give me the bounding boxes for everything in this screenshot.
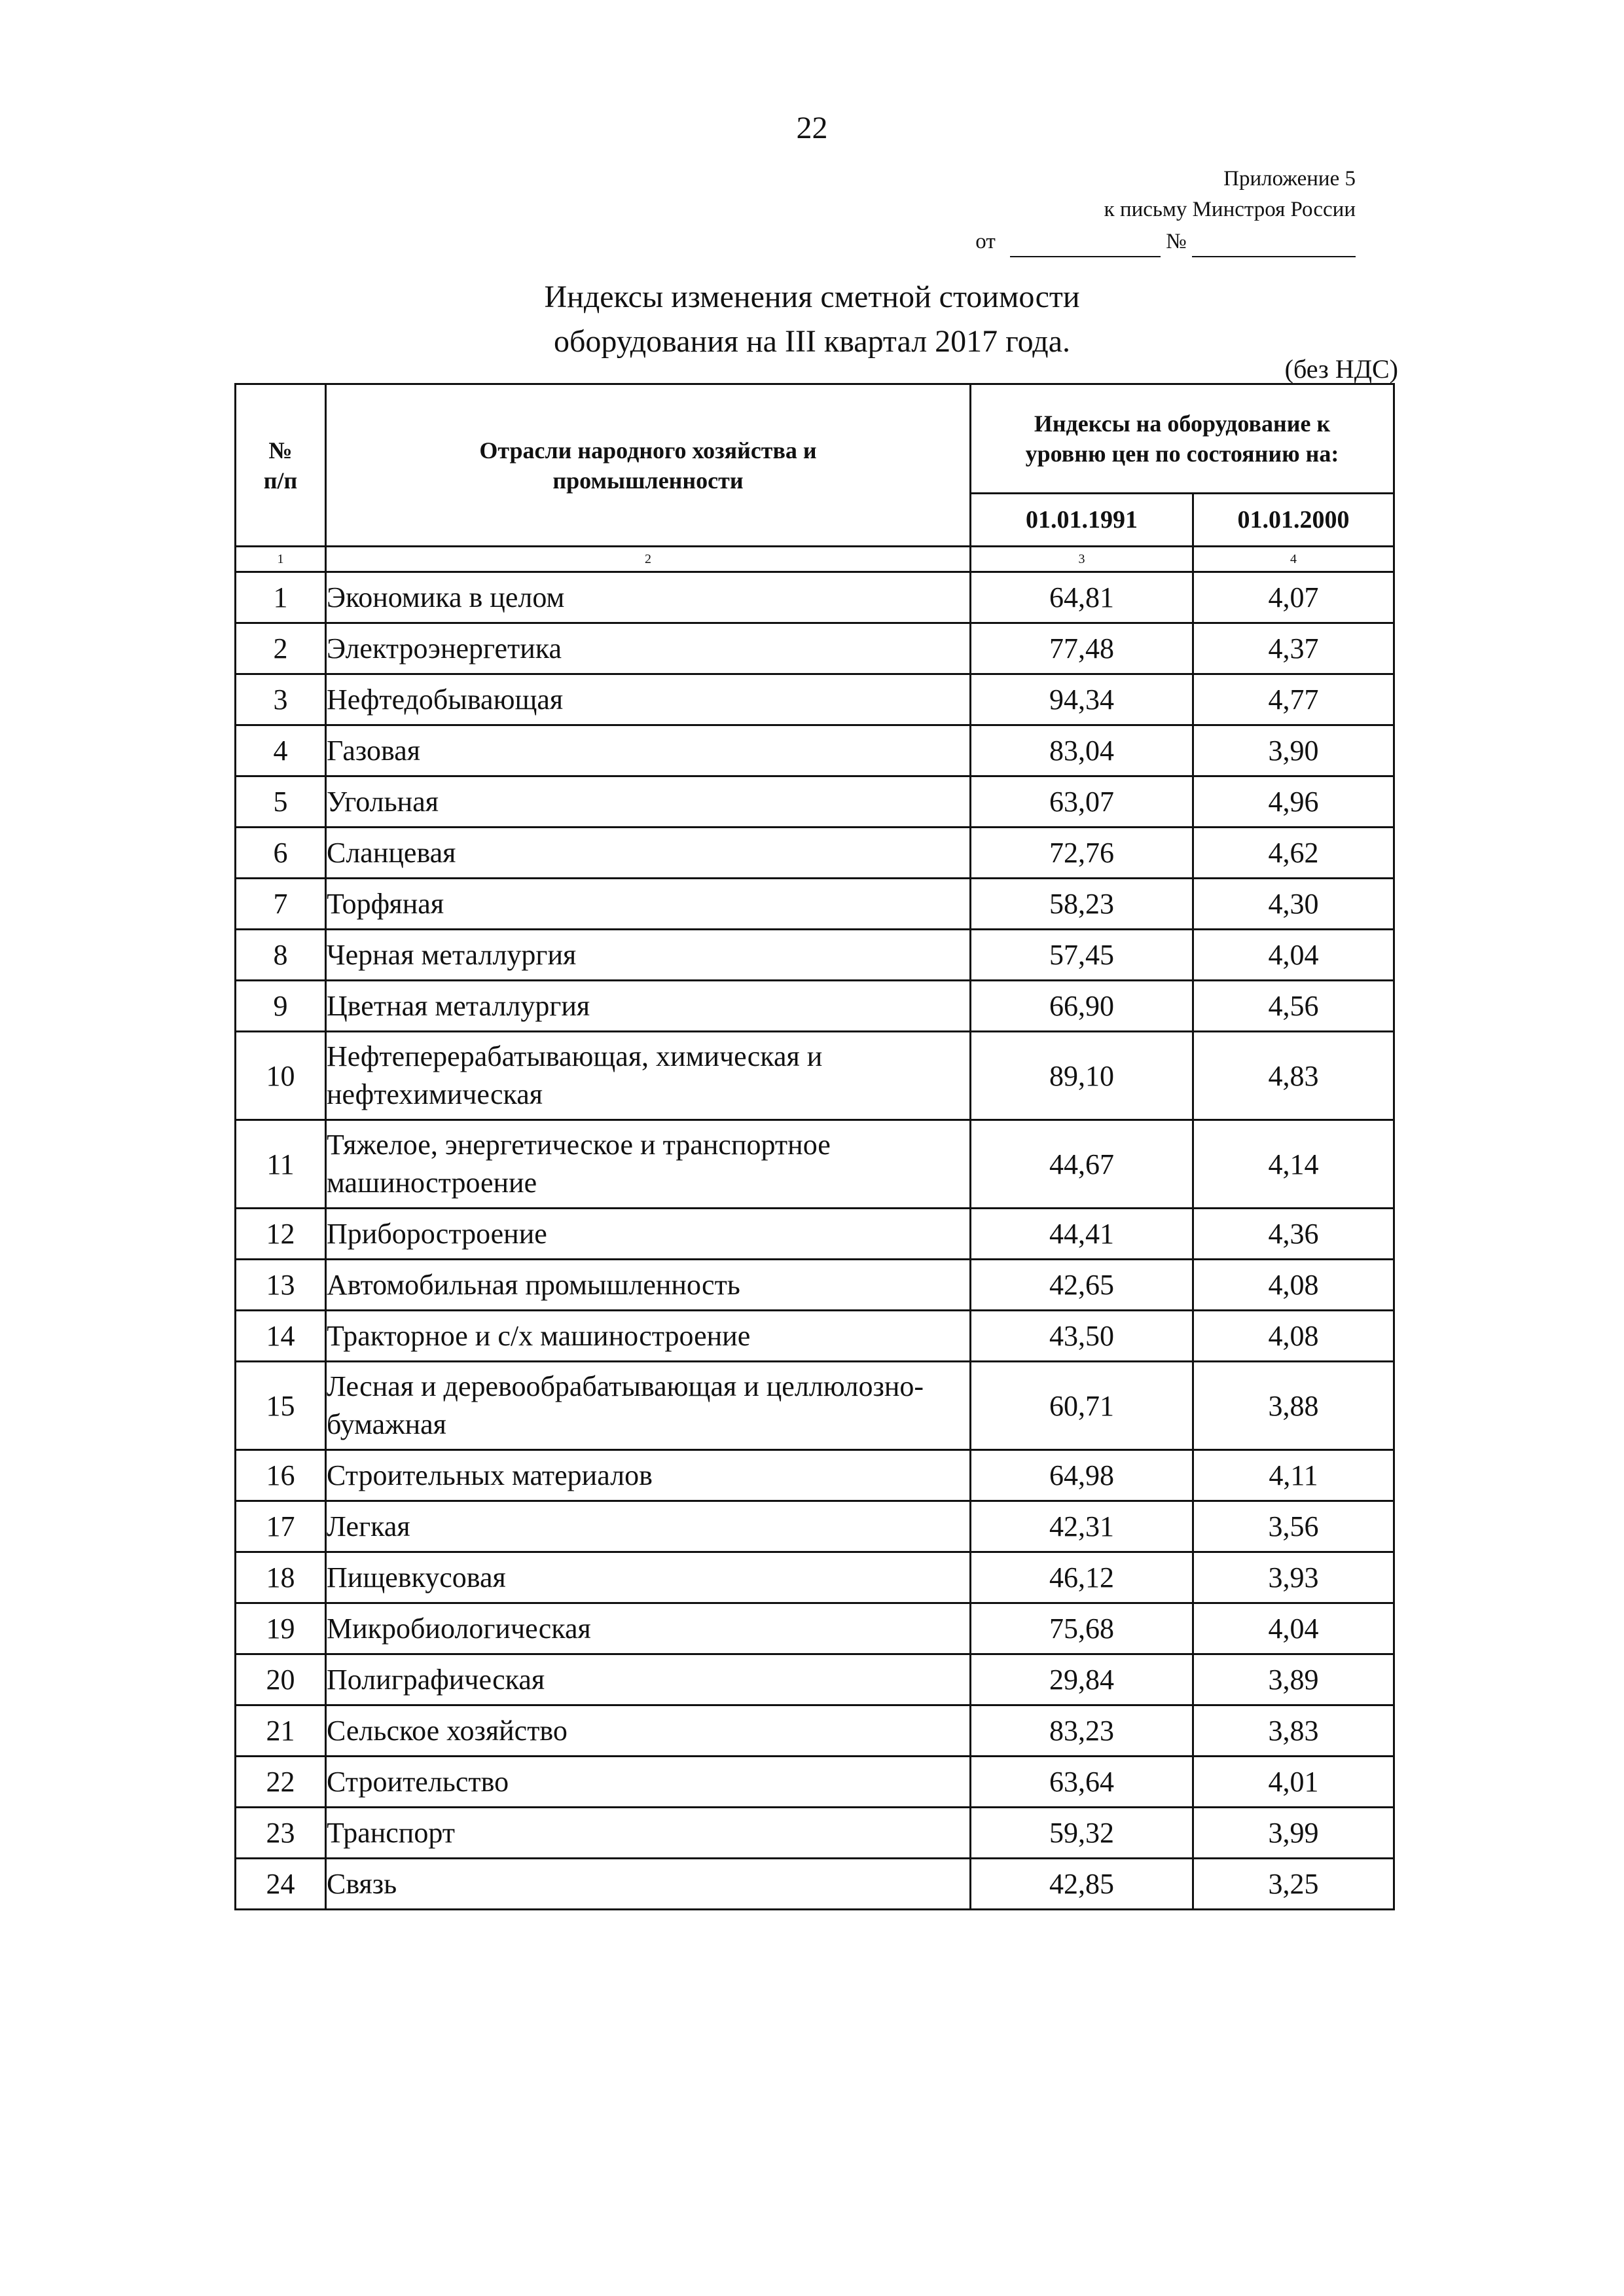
table-row (236, 1032, 1394, 1120)
table-row (236, 1120, 1394, 1209)
table-row (236, 725, 1394, 776)
row-number: 3 (236, 674, 326, 725)
table-row (236, 1209, 1394, 1260)
index-2000: 4,07 (1193, 572, 1394, 623)
row-number: 24 (236, 1859, 326, 1910)
industry-name: Черная металлургия (326, 930, 971, 981)
table-row (236, 1450, 1394, 1501)
table-row (236, 776, 1394, 828)
table-row (236, 1362, 1394, 1450)
index-1991: 63,07 (971, 776, 1193, 828)
title-line-1: Индексы изменения сметной стоимости (544, 280, 1080, 314)
index-2000: 3,88 (1193, 1362, 1394, 1450)
row-number: 18 (236, 1552, 326, 1603)
index-2000: 4,04 (1193, 1603, 1394, 1654)
row-number: 15 (236, 1362, 326, 1450)
table-row (236, 1654, 1394, 1705)
index-1991: 42,65 (971, 1260, 1193, 1311)
index-2000: 4,11 (1193, 1450, 1394, 1501)
table-row (236, 1808, 1394, 1859)
column-number-row (236, 547, 1394, 572)
industry-name: Сельское хозяйство (326, 1705, 971, 1757)
industry-name: Микробиологическая (326, 1603, 971, 1654)
index-2000: 3,89 (1193, 1654, 1394, 1705)
table-body (236, 572, 1394, 1910)
industry-name: Пищевкусовая (326, 1552, 971, 1603)
row-number: 22 (236, 1757, 326, 1808)
table-row (236, 1552, 1394, 1603)
industry-name: Полиграфическая (326, 1654, 971, 1705)
row-number: 14 (236, 1311, 326, 1362)
indices-table (234, 383, 1395, 1910)
document-title (0, 275, 1624, 364)
row-number: 16 (236, 1450, 326, 1501)
number-blank (1192, 234, 1356, 257)
table-row (236, 1603, 1394, 1654)
appendix-label: Приложение 5 (1223, 167, 1356, 191)
industry-name: Нефтедобывающая (326, 674, 971, 725)
industry-name: Легкая (326, 1501, 971, 1552)
row-number: 20 (236, 1654, 326, 1705)
index-2000: 4,04 (1193, 930, 1394, 981)
industry-name: Связь (326, 1859, 971, 1910)
header-industry: Отрасли народного хозяйства и промышленности (326, 384, 971, 547)
index-2000: 4,83 (1193, 1032, 1394, 1120)
table-row (236, 1859, 1394, 1910)
index-1991: 59,32 (971, 1808, 1193, 1859)
row-number: 12 (236, 1209, 326, 1260)
index-1991: 57,45 (971, 930, 1193, 981)
table-header-row (236, 384, 1394, 494)
index-2000: 4,01 (1193, 1757, 1394, 1808)
row-number: 9 (236, 981, 326, 1032)
index-1991: 72,76 (971, 828, 1193, 879)
industry-name: Приборостроение (326, 1209, 971, 1260)
index-1991: 44,67 (971, 1120, 1193, 1209)
row-number: 4 (236, 725, 326, 776)
index-2000: 4,56 (1193, 981, 1394, 1032)
date-blank (1010, 234, 1161, 257)
table-row (236, 1260, 1394, 1311)
index-1991: 64,81 (971, 572, 1193, 623)
column-number: 4 (1193, 547, 1394, 572)
index-1991: 42,31 (971, 1501, 1193, 1552)
appendix-letter-ref: к письму Минстроя России (1104, 198, 1356, 221)
row-number: 11 (236, 1120, 326, 1209)
index-2000: 4,30 (1193, 879, 1394, 930)
index-1991: 63,64 (971, 1757, 1193, 1808)
industry-name: Нефтеперерабатывающая, химическая и нефтехимическая (326, 1032, 971, 1120)
index-2000: 4,08 (1193, 1311, 1394, 1362)
industry-name: Строительство (326, 1757, 971, 1808)
index-2000: 4,14 (1193, 1120, 1394, 1209)
industry-name: Тракторное и с/х машиностроение (326, 1311, 971, 1362)
index-2000: 4,62 (1193, 828, 1394, 879)
row-number: 13 (236, 1260, 326, 1311)
index-2000: 4,36 (1193, 1209, 1394, 1260)
table-row (236, 1311, 1394, 1362)
row-number: 21 (236, 1705, 326, 1757)
industry-name: Строительных материалов (326, 1450, 971, 1501)
index-2000: 3,99 (1193, 1808, 1394, 1859)
title-line-2: оборудования на III квартал 2017 года. (553, 324, 1071, 359)
table-row (236, 1757, 1394, 1808)
index-1991: 77,48 (971, 623, 1193, 674)
industry-name: Газовая (326, 725, 971, 776)
index-1991: 83,23 (971, 1705, 1193, 1757)
row-number: 17 (236, 1501, 326, 1552)
industry-name: Транспорт (326, 1808, 971, 1859)
column-number: 1 (236, 547, 326, 572)
header-indices: Индексы на оборудование к уровню цен по состоянию на: (971, 384, 1394, 494)
table-row (236, 930, 1394, 981)
row-number: 10 (236, 1032, 326, 1120)
index-1991: 66,90 (971, 981, 1193, 1032)
industry-name: Тяжелое, энергетическое и транспортное машиностроение (326, 1120, 971, 1209)
industry-name: Цветная металлургия (326, 981, 971, 1032)
index-1991: 43,50 (971, 1311, 1193, 1362)
table-row (236, 879, 1394, 930)
industry-name: Автомобильная промышленность (326, 1260, 971, 1311)
index-2000: 4,37 (1193, 623, 1394, 674)
table-row (236, 623, 1394, 674)
row-number: 2 (236, 623, 326, 674)
index-2000: 3,25 (1193, 1859, 1394, 1910)
index-1991: 94,34 (971, 674, 1193, 725)
row-number: 1 (236, 572, 326, 623)
industry-name: Торфяная (326, 879, 971, 930)
header-number: № п/п (236, 384, 326, 547)
table-row (236, 572, 1394, 623)
table-row (236, 828, 1394, 879)
index-1991: 44,41 (971, 1209, 1193, 1260)
number-label: № (1166, 230, 1187, 253)
header-date-1991: 01.01.1991 (971, 494, 1193, 547)
index-2000: 4,77 (1193, 674, 1394, 725)
index-2000: 3,56 (1193, 1501, 1394, 1552)
index-2000: 3,90 (1193, 725, 1394, 776)
vat-note: (без НДС) (1284, 354, 1398, 384)
industry-name: Сланцевая (326, 828, 971, 879)
appendix-date-number (975, 227, 1356, 257)
index-1991: 89,10 (971, 1032, 1193, 1120)
row-number: 19 (236, 1603, 326, 1654)
column-number: 3 (971, 547, 1193, 572)
index-1991: 42,85 (971, 1859, 1193, 1910)
row-number: 23 (236, 1808, 326, 1859)
table-row (236, 981, 1394, 1032)
industry-name: Экономика в целом (326, 572, 971, 623)
table-row (236, 1705, 1394, 1757)
industry-name: Лесная и деревообрабатывающая и целлюлозно-бумажная (326, 1362, 971, 1450)
page-number: 22 (796, 111, 828, 145)
row-number: 6 (236, 828, 326, 879)
index-1991: 83,04 (971, 725, 1193, 776)
table-row (236, 674, 1394, 725)
index-2000: 4,08 (1193, 1260, 1394, 1311)
index-1991: 64,98 (971, 1450, 1193, 1501)
index-2000: 4,96 (1193, 776, 1394, 828)
index-1991: 75,68 (971, 1603, 1193, 1654)
appendix-block (975, 164, 1356, 257)
index-1991: 60,71 (971, 1362, 1193, 1450)
industry-name: Угольная (326, 776, 971, 828)
index-1991: 58,23 (971, 879, 1193, 930)
row-number: 5 (236, 776, 326, 828)
from-label: от (975, 230, 996, 253)
industry-name: Электроэнергетика (326, 623, 971, 674)
index-2000: 3,83 (1193, 1705, 1394, 1757)
header-date-2000: 01.01.2000 (1193, 494, 1394, 547)
index-1991: 46,12 (971, 1552, 1193, 1603)
index-1991: 29,84 (971, 1654, 1193, 1705)
column-number: 2 (326, 547, 971, 572)
row-number: 7 (236, 879, 326, 930)
table-row (236, 1501, 1394, 1552)
row-number: 8 (236, 930, 326, 981)
index-2000: 3,93 (1193, 1552, 1394, 1603)
